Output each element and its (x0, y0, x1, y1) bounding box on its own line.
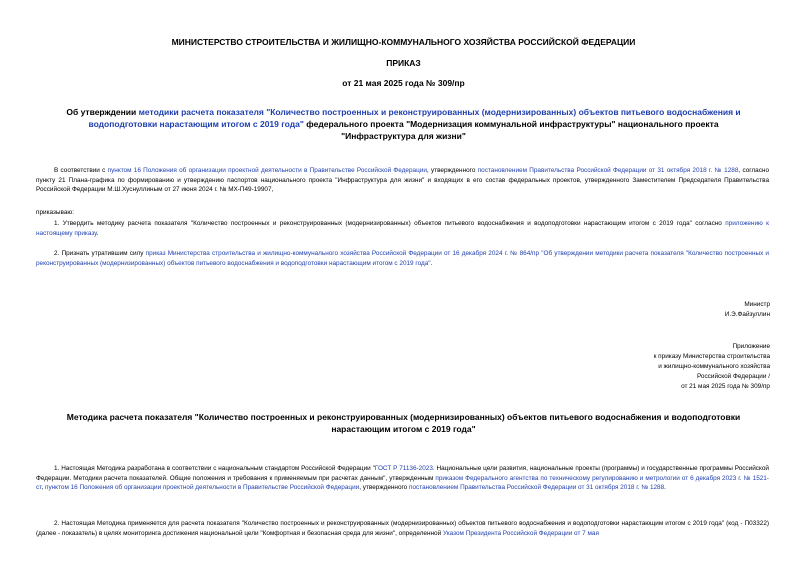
item-1-end: . (96, 229, 99, 237)
method-2-link-presidential-decree[interactable]: Указом Президента Российской Федерации от 7 мая (442, 529, 599, 537)
method-1-link-agency-order[interactable]: приказом Федерального агентства по техническому регулированию и метрологии от 6 декабря 2023 г. № 1521-ст (36, 474, 769, 491)
item-2-end: . (430, 259, 433, 267)
doc-title (52, 106, 755, 142)
method-1-text-4: , утвержденного (359, 484, 410, 491)
title-suffix: федерального проекта "Модернизация коммунальной инфраструктуры" национального проекта "Инфраструктура для жизни" (303, 119, 719, 141)
item-1-text: 1. Утвердить методику расчета показателя "Количество построенных и реконструированных (модернизированных) объектов питьевого водоснабжения и водоподготовки нарастающим итогом с 2019 года" согласно (54, 220, 726, 227)
method-1-text-1: 1. Настоящая Методика разработана в соответствии с национальным стандартом Российской Федерации " (54, 465, 375, 472)
appendix-line-4: Российской Федерации / (696, 373, 770, 380)
method-item-1-paragraph (36, 464, 769, 493)
method-item-2-paragraph (36, 519, 769, 538)
item-2-text: 2. Признать утратившим силу (54, 250, 146, 257)
title-link[interactable]: методики расчета показателя "Количество построенных и реконструированных (модернизированных) объектов питьевого водоснабжения и водоподготовки нарастающим итогом с 2019 года" (88, 107, 741, 129)
appendix-line-1: Приложение (732, 343, 770, 350)
doc-type: ПРИКАЗ (386, 58, 421, 68)
preamble-text-1: В соответствии с (54, 167, 108, 174)
signature-position: Министр (744, 301, 770, 308)
signature-name: И.Э.Файзуллин (724, 311, 770, 318)
method-1-text-5: . (664, 484, 666, 491)
doc-date: от 21 мая 2025 года № 309/пр (342, 78, 465, 88)
method-title-line-2: нарастающим итогом с 2019 года" (331, 424, 476, 434)
method-2-text-1: 2. Настоящая Методика применяется для расчета показателя "Количество построенных и реконструированных (модернизированных) объектов питьевого водоснабжения и водоподготовки нарастающим итогом с 2019 года" (код - П03322) (далее - показатель) в целях мониторинга достижения национальной цели "Комфортная и безопасная среда для жизни", определенной (36, 520, 769, 537)
appendix-line-2: к приказу Министерства строительства (653, 353, 770, 360)
item-1-link-appendix[interactable]: приложению к настоящему приказу (36, 220, 769, 237)
preamble-text-2: , утвержденного (426, 167, 478, 174)
preamble-link-regulation[interactable]: пунктом 16 Положения об организации проектной деятельности в Правительстве Российской Федерации (107, 167, 427, 174)
item-2-link-order[interactable]: приказ Министерства строительства и жилищно-коммунального хозяйства Российской Федерации от 16 декабря 2024 г. № 864/пр "Об утверждении методики расчета показателя "Количество построенных и реконструированных (модернизированных) объектов питьевого водоснабжения и водоподготовки нарастающим итогом с 2019 года" (36, 250, 769, 267)
method-1-link-gost[interactable]: ГОСТ Р 71136-2023 (374, 465, 433, 472)
method-1-link-regulation[interactable]: пунктом 16 Положения об организации проектной деятельности в Правительстве Российской Федерации (44, 484, 360, 491)
method-1-link-decree[interactable]: постановлением Правительства Российской Федерации от 31 октября 2018 г. № 1288 (409, 484, 665, 491)
ministry-heading: МИНИСТЕРСТВО СТРОИТЕЛЬСТВА И ЖИЛИЩНО-КОММУНАЛЬНОГО ХОЗЯЙСТВА РОССИЙСКОЙ ФЕДЕРАЦИИ (171, 37, 636, 47)
appendix-line-3: и жилищно-коммунального хозяйства (658, 363, 770, 370)
item-2-paragraph (36, 249, 769, 268)
appendix-line-5: от 21 мая 2025 года № 309/пр (681, 383, 770, 390)
method-1-text-3: , (41, 484, 45, 491)
title-prefix: Об утверждении (66, 107, 139, 117)
order-word: приказываю: (36, 209, 74, 216)
method-title-line-1: Методика расчета показателя "Количество построенных и реконструированных (модернизированных) объектов питьевого водоснабжения и водоподготовки (66, 412, 741, 422)
item-1-paragraph (36, 219, 769, 238)
preamble-paragraph (36, 166, 769, 195)
method-1-text-2: . Национальные цели развития, национальные проекты (программы) и государственные программы Российской Федерации. Методики расчета показателей. Общие положения и требования к применяемым при расчетах данным", утвержденным (36, 465, 769, 482)
preamble-text-3: , согласно пункту 21 Плана-графика по формированию и утверждению паспортов национального проекта "Инфраструктура для жизни" и входящих в его состав федеральных проектов, утвержденного Заместителем Председателя Правительства Российской Федерации М.Ш.Хуснуллиным от 27 июня 2024 г. № МХ-П49-19907, (36, 167, 770, 193)
preamble-link-decree[interactable]: постановлением Правительства Российской Федерации от 31 октября 2018 г. № 1288 (477, 167, 739, 174)
